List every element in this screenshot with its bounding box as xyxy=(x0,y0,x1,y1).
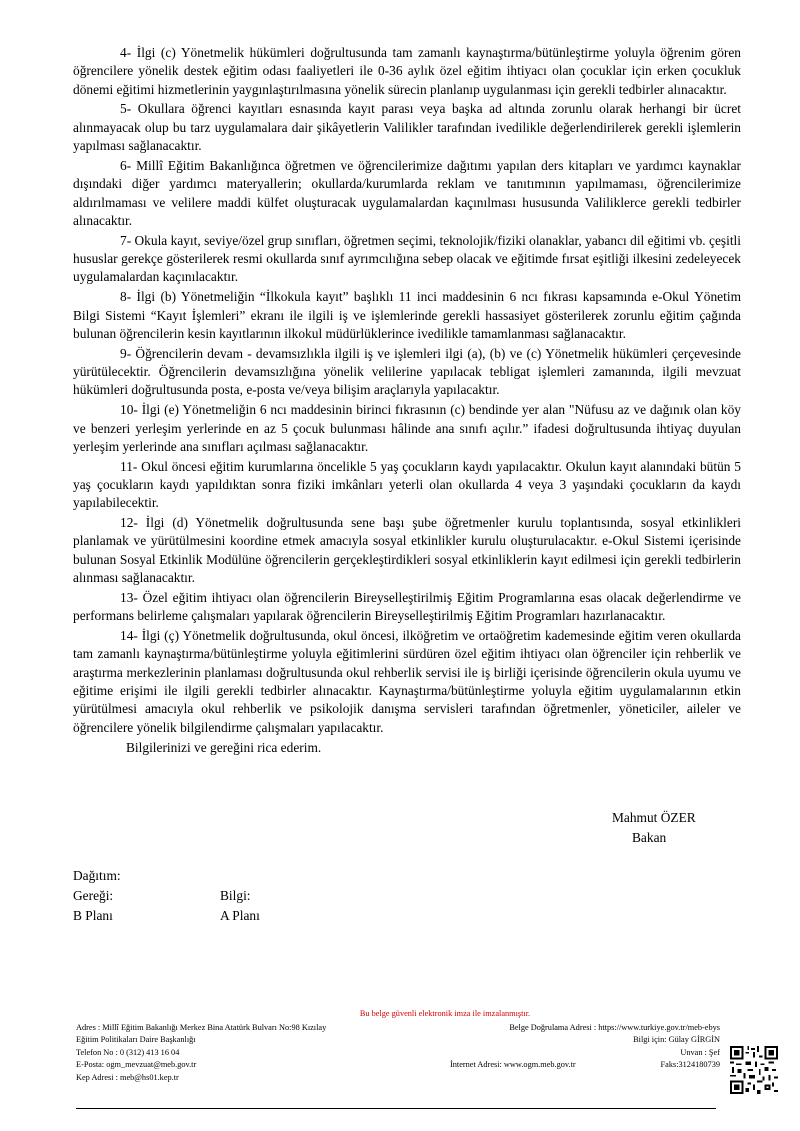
footer-contact xyxy=(76,1022,436,1084)
paragraph-6: 6- Millî Eğitim Bakanlığınca öğretmen ve öğrencilerimize dağıtımı yapılan ders kitapları ve yardımcı kaynaklar dışındaki diğer yardımcı materyallerin; okullarda/kurumlarda reklam ve tanıtımının yapılmaması, öğrencilerimize aldırılmaması ve velilere maddi külfet oluşturacak uygulamalardan kaçınılması hususunda Valiliklerce gerekli tedbirler alınacaktır. xyxy=(73,157,741,228)
bilgi-label: Bilgi: xyxy=(220,888,251,903)
signer-name: Mahmut ÖZER xyxy=(612,810,696,825)
footer-email[interactable]: E-Posta: ogm_mevzuat@meb.gov.tr xyxy=(76,1060,197,1070)
qr-code-icon xyxy=(730,1046,778,1094)
distribution-heading: Dağıtım: xyxy=(73,868,121,883)
paragraph-11: 11- Okul öncesi eğitim kurumlarına öncelikle 5 yaş çocukların kaydı yapılacaktır. Okulun kayıt alanındaki bütün 5 yaş çocukların kaydı yapıldıktan sonra fiziki imkânları yeterli olan okullarda 4 veya 3 yaşındaki çocukların da kaydı yapılabilecektir. xyxy=(73,458,741,511)
paragraph-4: 4- İlgi (c) Yönetmelik hükümleri doğrultusunda tam zamanlı kaynaştırma/bütünleştirme yoluyla öğrenim gören öğrencilere yönelik destek eğitim odası faaliyetleri ile 0-36 aylık özel eğitim ihtiyacı olan çocuklar için erken çocukluk dönemi eğitimi hizmetlerinin yaygınlaştırılmasına yönelik sürecin planlanıp uygulanması için gerekli tedbirler alınacaktır. xyxy=(73,45,741,97)
paragraph-10: 10- İlgi (e) Yönetmeliğin 6 ncı maddesinin birinci fıkrasının (c) bendinde yer alan "Nüfusu az ve dağınık olan köy ve benzeri yerleşim yerlerinde en az 5 çocuk bulunması hâlinde ana sınıfı açılır.” ifadesi doğrultusunda ihtiyaç duyulan yerleşim yerlerinde ana sınıfları açılması sağlanacaktır. xyxy=(73,402,741,454)
letter-body xyxy=(73,44,741,757)
bilgi-value: A Planı xyxy=(220,908,260,923)
footer-unvan: Unvan : Şef xyxy=(680,1047,720,1057)
footer-internet[interactable]: İnternet Adresi: www.ogm.meb.gov.tr xyxy=(450,1060,576,1070)
footer-address-1: Adres : Millî Eğitim Bakanlığı Merkez Bina Atatürk Bulvarı No:98 Kızılay xyxy=(76,1023,327,1032)
paragraph-9: 9- Öğrencilerin devam - devamsızlıkla ilgili iş ve işlemleri ilgi (a), (b) ve (c) Yönetmelik hükümleri çerçevesinde yürütülecektir. Öğrencilerin devamsızlığına yönelik velilerine yapılacak tebligat işlemleri zamanında, ilgili mevzuat hükümleri doğrultusunda posta, e-posta ve/veya bilişim araçlarıyla yapılacaktır. xyxy=(73,345,741,398)
footer-kep[interactable]: Kep Adresi : meb@hs01.kep.tr xyxy=(76,1072,179,1082)
distribution-block xyxy=(73,866,260,926)
closing-line: Bilgilerinizi ve gereğini rica ederim. xyxy=(126,739,322,755)
paragraph-12: 12- İlgi (d) Yönetmelik doğrultusunda sene başı şube öğretmenler kurulu toplantısında, sosyal etkinlikleri planlamak ve yürütülmesini koordine etmek amacıyla sosyal etkinlikler kurulu oluşturulacaktır. e-Okul Sistemi içerisinde bulunan Sosyal Etkinlik Modülüne öğrencilerin gerçekleştirdikleri sosyal etkinliklerin kayıt edilmesi için gerekli tedbirlerin alınması sağlanacaktır. xyxy=(73,515,741,586)
paragraph-5: 5- Okullara öğrenci kayıtları esnasında kayıt parası veya başka ad altında zorunlu olarak herhangi bir ücret alınmayacak olup bu tarz uygulamalara dair şikâyetlerin Valilikler tarafından ivedilikle değerlendirilerek gerekli işlemlerin yapılması sağlanacaktır. xyxy=(73,101,741,154)
footer-info: Bilgi için: Gülay GİRGİN xyxy=(633,1035,720,1045)
paragraph-13: 13- Özel eğitim ihtiyacı olan öğrencilerin Bireyselleştirilmiş Eğitim Programlarına esas olacak değerlendirme ve performans belirleme çalışmaları yapılarak öğrencilerin Bireyselleştirilmiş Eğitim Programları hazırlanacaktır. xyxy=(73,589,741,624)
paragraph-8: 8- İlgi (b) Yönetmeliğin “İlkokula kayıt” başlıklı 11 inci maddesinin 6 ncı fıkrası kapsamında e-Okul Yönetim Bilgi Sistemi “Kayıt İşlemleri” ekranı ile ilgili iş ve işlemlerinde gerekli hassasiyet gösterilerek zorunlu eğitim çağında bulunan öğrencilerin kesin kayıtlarının ilkokul müdürlüklerince ivedilikle tamamlanması sağlanacaktır. xyxy=(73,289,741,341)
footer-fax: Faks:3124180739 xyxy=(660,1060,720,1070)
gerekei-label: Gereği: xyxy=(73,888,114,903)
e-signature-note: Bu belge güvenli elektronik imza ile imzalanmıştır. xyxy=(359,1009,531,1018)
signer-title: Bakan xyxy=(632,830,667,845)
paragraph-7: 7- Okula kayıt, seviye/özel grup sınıfları, öğretmen seçimi, teknolojik/fiziki olanaklar, yabancı dil eğitimi vb. çeşitli hususlar gerekçe gösterilerek resmi okullarda sınıf ayrımcılığına sebep olacak ve eğitimde fırsat eşitliği ilkesini zedeleyecek uygulamalardan kaçınılacaktır. xyxy=(73,232,741,285)
footer-address-2: Eğitim Politikaları Daire Başkanlığı xyxy=(76,1035,196,1045)
signature-block xyxy=(612,808,696,848)
paragraph-14: 14- İlgi (ç) Yönetmelik doğrultusunda, okul öncesi, ilköğretim ve ortaöğretim kademesinde eğitim veren okullarda tam zamanlı kaynaştırma/bütünleştirme yoluyla eğitimlerini sürdüren özel eğitim ihtiyacı olan öğrenciler için rehberlik ve araştırma merkezlerinin planlaması doğrultusunda okul rehberlik servisi ile iş birliği içerisinde öğrencilerin okula uyumu ve eğitime erişimi ile ilgili gerekli tedbirler alınacaktır. Kaynaştırma/bütünleştirme yoluyla eğitim uygulamalarının etkin yürütülmesi amacıyla okul rehberlik ve psikolojik danışma servisleri tarafından öğretmenler, yöneticiler, aileler ve öğrencilere yönelik bilgilendirme çalışmaları yapılacaktır. xyxy=(73,628,741,735)
footer-divider xyxy=(76,1108,716,1109)
footer-phone: Telefon No : 0 (312) 413 16 04 xyxy=(76,1047,180,1057)
footer-verify-url[interactable]: Belge Doğrulama Adresi : https://www.turkiye.gov.tr/meb-ebys xyxy=(509,1023,720,1032)
footer-verify xyxy=(450,1022,720,1072)
gerekei-value: B Planı xyxy=(73,908,113,923)
